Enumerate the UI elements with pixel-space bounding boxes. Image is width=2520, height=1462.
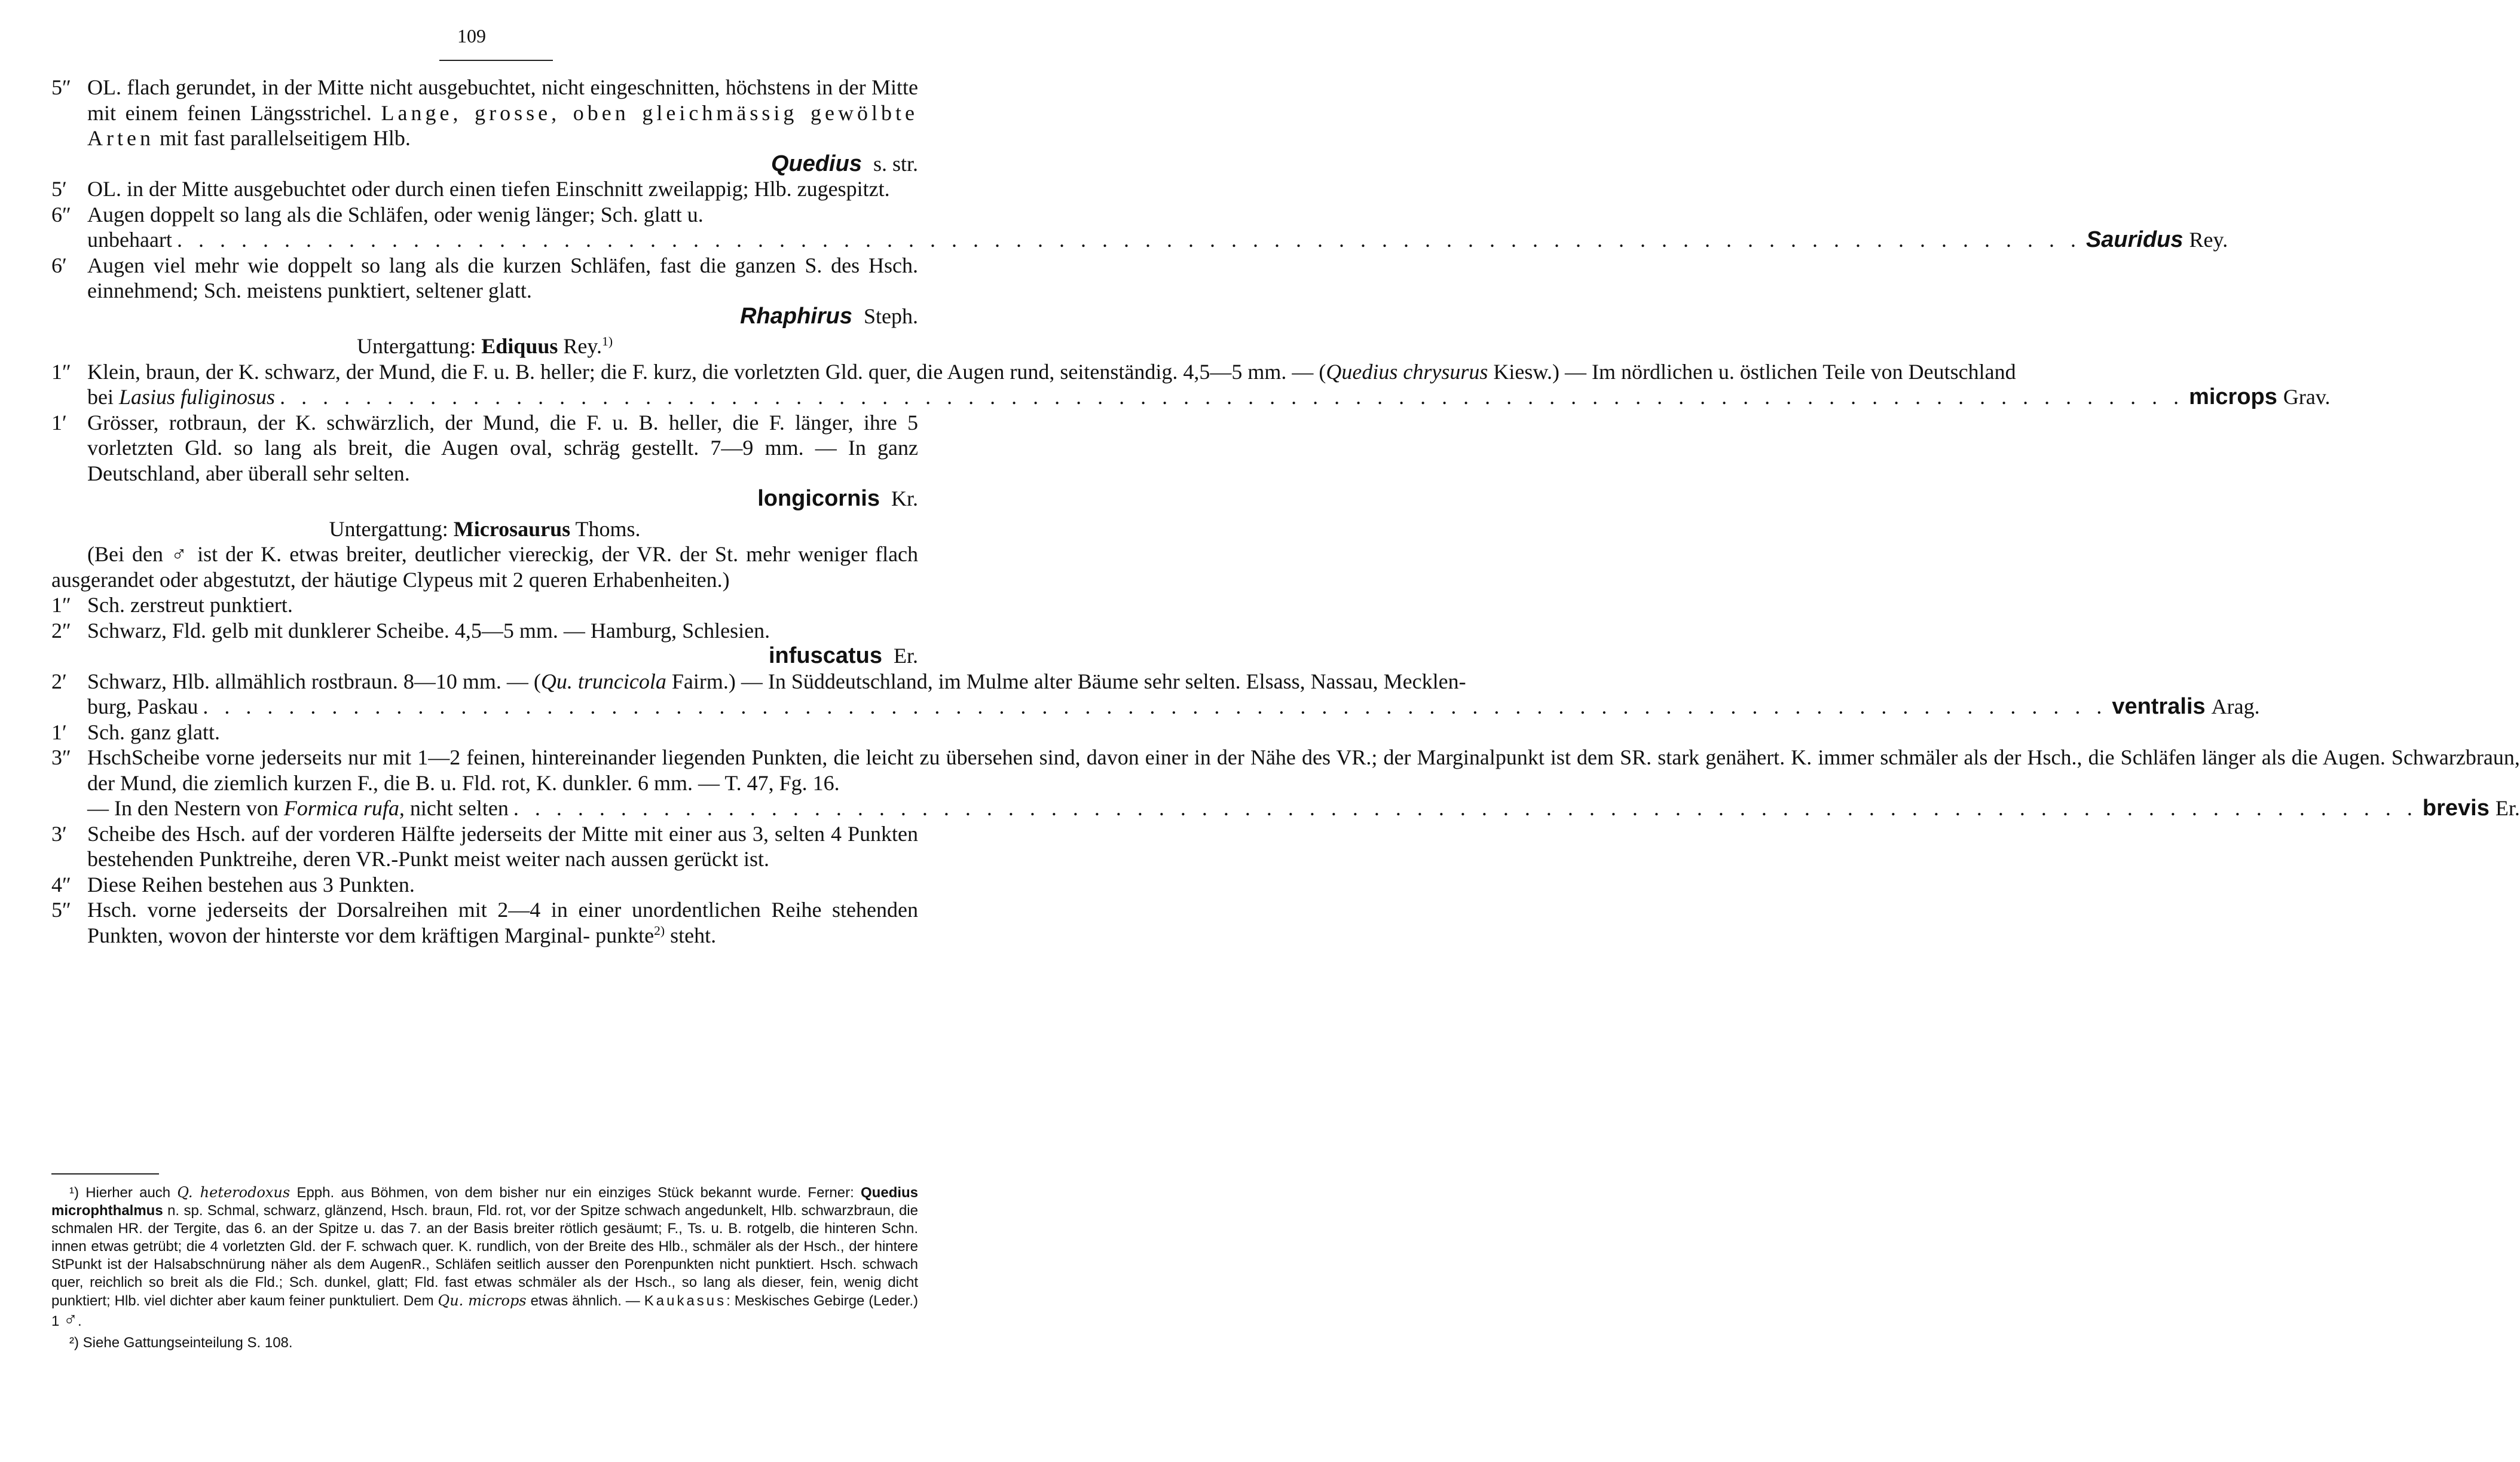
subgenus-name: Microsaurus: [453, 516, 571, 541]
leader-dots: [198, 694, 2112, 720]
subgenus-name: Ediquus: [481, 334, 558, 358]
entry-lead: unbehaart: [87, 228, 172, 252]
subgenus-author: Thoms.: [575, 516, 641, 541]
male-note: [51, 542, 918, 592]
genus-name: Quedius: [770, 151, 862, 176]
genus-name: Rhaphirus: [740, 303, 852, 329]
host-name: Formica rufa,: [283, 796, 405, 820]
entry-text-end-2: steht.: [670, 923, 717, 947]
footnote-text: Hierher auch: [85, 1185, 171, 1201]
footnote-text-2: Epph. aus Böhmen, von dem bisher nur ein einziges Stück bekannt wurde. Ferner:: [296, 1185, 854, 1201]
key-entry-m3p: [51, 821, 918, 872]
couplet-number: 3′: [51, 821, 67, 846]
footnote-end: .: [78, 1313, 82, 1329]
entry-text: Hsch. vorne jederseits der Dorsalreihen mit 2—4 in einer unordentlichen Reihe stehenden Punkten, wovon der hinterste vor dem kräftigen Marginal-: [87, 898, 918, 947]
host-name: Lasius fuliginosus: [118, 385, 276, 409]
footnote-text-3: etwas ähnlich. —: [530, 1293, 640, 1309]
couplet-number: 5′: [51, 177, 67, 201]
footnote-mark: ²): [69, 1335, 79, 1351]
male-symbol: ♂: [63, 1308, 78, 1330]
couplet-number: 2′: [51, 669, 67, 693]
footnote-description: n. sp. Schmal, schwarz, glänzend, Hsch. braun, Fld. rot, vor der Spitze schwach angedunkelt, Hlb. schwarzbraun, die schmalen HR. der Tergite, das 6. an der Spitze u. das 7. an der Basis breiter rötlich gesäumt; F., Ts. u. B. rotgelb, die hinteren Schn. innen etwas getrübt; die 4 vorletzten Gld. der F. schwach quer. K. rundlich, von der Breite des Hlb., schmäler als der Hsch., der hintere StPunkt ist der Halsabschnürung näher als dem AugenR., Schläfen seitlich ausser den Porenpunkten nicht punktiert. Hsch. schwach quer, reichlich so breit als die Fld.; Sch. dunkel, glatt; Fld. fast etwas schmäler als der Hsch., so lang als dieser, fein, wenig dicht punktiert; Hlb. viel dichter aber kaum feiner punktuliert. Dem: [51, 1203, 918, 1309]
synonym-name: Quedius chrysurus: [1326, 359, 1488, 384]
key-entry-5pp: [51, 75, 918, 176]
subgenus-heading-ediquus: [51, 334, 918, 359]
couplet-number: 1″: [51, 359, 71, 384]
couplet-number: 6′: [51, 253, 67, 277]
key-entry-m2p: [51, 669, 2260, 720]
key-entry-m3pp: [51, 745, 2520, 821]
author: Kr.: [891, 487, 918, 510]
synonym-name: Qu. truncicola: [540, 669, 666, 693]
author: Steph.: [863, 304, 918, 328]
leader-dots: [509, 796, 2423, 821]
male-note-text: (Bei den: [87, 542, 163, 566]
author: Rey.: [2189, 228, 2228, 252]
couplet-number: 1′: [51, 410, 67, 435]
species-ref-2: Qu. microps: [438, 1292, 527, 1309]
entry-text-end: punkte: [595, 923, 655, 947]
couplet-number: 6″: [51, 202, 71, 227]
page-number: 109: [457, 25, 486, 47]
entry-text: Schwarz, Hlb. allmählich rostbraun. 8—10 mm. — (: [87, 669, 541, 693]
key-entry-e1p: [51, 410, 918, 512]
subgenus-label: Untergattung:: [329, 516, 448, 541]
key-entry-m1p: [51, 720, 918, 745]
header-rule: [439, 60, 553, 61]
footnote-mark: ¹): [69, 1185, 79, 1201]
genus-name: Sauridus: [2085, 227, 2183, 252]
key-entry-m2pp: [51, 618, 918, 669]
author: s. str.: [873, 151, 918, 176]
entry-text-2: mit fast parallelseitigem Hlb.: [159, 126, 411, 150]
entry-text: Augen doppelt so lang als die Schläfen, oder wenig länger; Sch. glatt u.: [87, 202, 704, 227]
entry-lead: burg, Paskau: [87, 695, 198, 718]
subgenus-heading-microsaurus: [51, 516, 918, 542]
key-entry-m5pp: [51, 897, 918, 948]
author: Er.: [894, 644, 918, 668]
entry-text-2: Kiesw.) — Im nördlichen u. östlichen Teile von Deutschland: [1493, 359, 2016, 384]
key-entry-6pp: [51, 202, 2228, 253]
species-name: ventralis: [2112, 694, 2206, 719]
footnote-ref-2[interactable]: 2): [654, 923, 665, 938]
entry-text: Klein, braun, der K. schwarz, der Mund, die F. u. B. heller; die F. kurz, die vorletzten Gld. quer, die Augen rund, seitenständig. 4,5—5 mm. —: [87, 359, 1314, 384]
lead-prefix: — In den Nestern von: [87, 796, 279, 820]
lead-suffix: nicht selten: [409, 796, 509, 820]
species-ref: Q. heterodoxus: [177, 1184, 290, 1201]
entry-text-spaced: Lange, grosse, oben gleichmässig gewölbte Arten: [87, 100, 918, 150]
lead-prefix: bei: [87, 385, 114, 409]
new-species-name: Quedius microphthalmus: [51, 1185, 919, 1219]
locality-spaced: Kaukasus: [644, 1293, 727, 1309]
entry-text: Sch. ganz glatt.: [87, 720, 220, 744]
entry-text-2: Fairm.) — In Süddeutschland, im Mulme alter Bäume sehr selten. Elsass, Nassau, Mecklen-: [671, 669, 1466, 693]
footnotes: [51, 1183, 918, 1352]
couplet-number: 5″: [51, 75, 71, 99]
entry-text: Grösser, rotbraun, der K. schwärzlich, der Mund, die F. u. B. heller, die F. länger, ihre 5 vorletzten Gld. so lang als breit, die Augen oval, schräg gestellt. 7—9 mm. — In ganz Deutschland, aber überall sehr selten.: [87, 410, 918, 485]
leader-dots: [172, 227, 2086, 253]
main-text: [51, 75, 2520, 948]
entry-text: OL. in der Mitte ausgebuchtet oder durch einen tiefen Einschnitt zweilappig; Hlb. zugespitzt.: [87, 177, 890, 201]
species-name: brevis: [2422, 796, 2490, 821]
species-name: longicornis: [757, 486, 880, 511]
paren-open: (: [1319, 359, 1326, 384]
entry-text: Sch. zerstreut punktiert.: [87, 593, 293, 617]
entry-text: Schwarz, Fld. gelb mit dunklerer Scheibe. 4,5—5 mm. — Hamburg, Schlesien.: [87, 618, 770, 643]
author: Grav.: [2283, 385, 2331, 409]
male-note-text-2: ist der K. etwas breiter, deutlicher viereckig, der VR. der St. mehr weniger flach ausgerandet oder abgestutzt, der häutige Clypeus mit 2 queren Erhabenheiten.): [51, 542, 919, 592]
entry-text: Augen viel mehr wie doppelt so lang als die kurzen Schläfen, fast die ganzen S. des Hsch. einnehmend; Sch. meistens punktiert, seltener glatt.: [87, 253, 918, 302]
footnote-rule: [51, 1173, 159, 1175]
subgenus-author: Rey.: [563, 334, 603, 358]
footnote-text: Siehe Gattungseinteilung S. 108.: [82, 1335, 293, 1351]
author: Er.: [2495, 796, 2520, 820]
couplet-number: 1′: [51, 720, 67, 744]
footnote-text-4: : Meskisches Gebirge (Leder.) 1: [51, 1293, 919, 1329]
male-symbol: ♂: [171, 542, 190, 566]
entry-text: Diese Reihen bestehen aus 3 Punkten.: [87, 872, 415, 897]
couplet-number: 4″: [51, 872, 71, 897]
author: Arag.: [2211, 695, 2260, 718]
entry-lead: [87, 384, 275, 410]
couplet-number: 1″: [51, 593, 71, 617]
key-entry-6p: [51, 253, 918, 329]
footnote-ref-1[interactable]: 1): [602, 334, 613, 348]
footnote-1: [51, 1183, 918, 1331]
key-entry-m1pp: [51, 592, 918, 618]
couplet-number: 5″: [51, 898, 71, 922]
leader-dots: [275, 384, 2189, 410]
key-entry-5p: [51, 176, 918, 202]
subgenus-label: Untergattung:: [356, 334, 476, 358]
entry-lead: [87, 796, 509, 821]
couplet-number: 3″: [51, 745, 71, 769]
species-name: infuscatus: [768, 643, 882, 668]
couplet-number: 2″: [51, 618, 71, 643]
entry-text: HschScheibe vorne jederseits nur mit 1—2 feinen, hintereinander liegenden Punkten, die leicht zu übersehen sind, davon einer in der Nähe des VR.; der Marginalpunkt ist dem SR. stark genähert. K. immer schmäler als der Hsch., die Schläfen länger als die Augen. Schwarzbraun, der Mund, die ziemlich kurzen F., die B. u. Fld. rot, K. dunkler. 6 mm. — T. 47, Fg. 16.: [87, 745, 2520, 795]
key-entry-e1pp: [51, 359, 2331, 410]
key-entry-m4pp: [51, 872, 918, 898]
entry-text: Scheibe des Hsch. auf der vorderen Hälfte jederseits der Mitte mit einer aus 3, selten 4 Punkten bestehenden Punktreihe, deren VR.-Punkt meist weiter nach aussen gerückt ist.: [87, 821, 918, 871]
species-name: microps: [2189, 384, 2277, 409]
footnote-2: [51, 1334, 918, 1352]
entry-text: OL. flach gerundet, in der Mitte nicht ausgebuchtet, nicht eingeschnitten, höchstens in der Mitte mit einem feinen Längsstrichel.: [87, 75, 918, 125]
